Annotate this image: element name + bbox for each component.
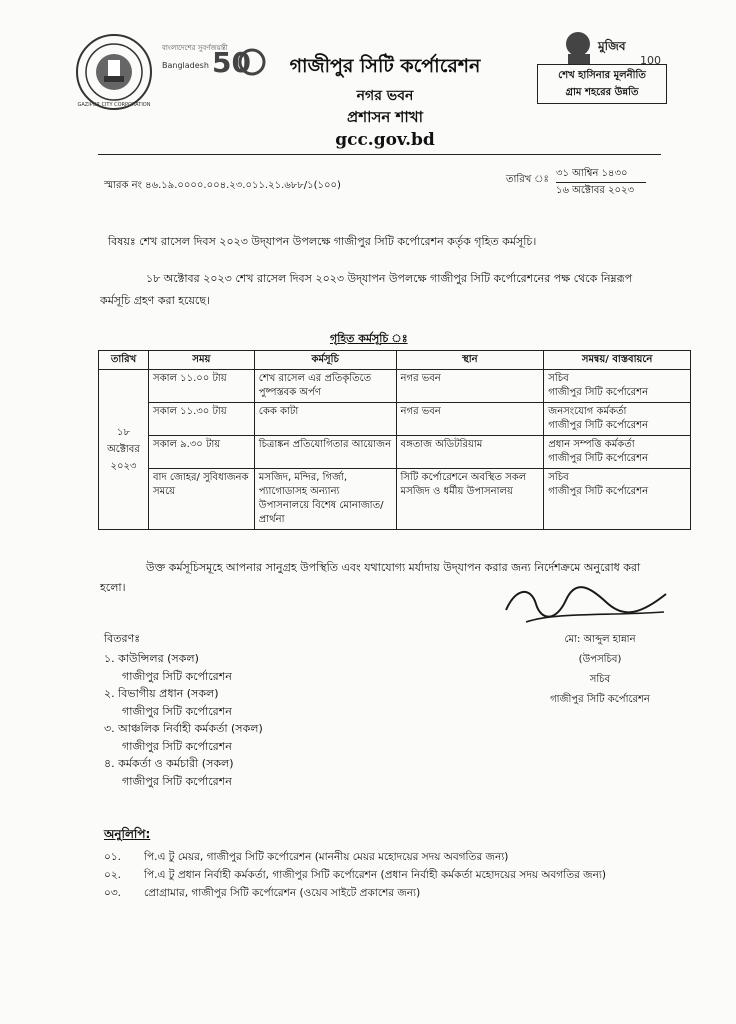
- table-row: [99, 436, 691, 469]
- date-cell: [99, 370, 149, 530]
- coordination-cell: [544, 436, 691, 469]
- header-time: সময়: [148, 351, 254, 370]
- place-cell: নগর ভবন: [396, 370, 544, 403]
- list-item: [104, 755, 263, 790]
- date-block: [556, 166, 646, 199]
- copy-number: ০২.: [104, 869, 121, 881]
- bd-logo-small-text: বাংলাদেশের সুবর্ণজয়ন্তী: [162, 44, 228, 52]
- signer-rank: (উপসচিব): [578, 654, 622, 665]
- schedule-table: [98, 350, 691, 530]
- signer-title: সচিব: [589, 674, 611, 685]
- subject-line: বিষয়ঃ শেখ রাসেল দিবস ২০২৩ উদ্‌যাপন উপলক্ষে গাজীপুর সিটি কর্পোরেশন কর্তৃক গৃহিত কর্মসূচি।: [108, 235, 537, 248]
- bangladesh-50-logo: [160, 36, 270, 106]
- motto-box: [537, 64, 667, 104]
- copy-number: ০১.: [104, 851, 121, 863]
- coordination-role: সচিব: [548, 373, 569, 384]
- list-item: [104, 685, 263, 720]
- program-cell: শেখ রাসেল এর প্রতিকৃতিতে পুষ্পস্তবক অর্পণ: [254, 370, 396, 403]
- handwritten-signature: [496, 582, 676, 630]
- coordination-org: গাজীপুর সিটি কর্পোরেশন: [548, 420, 649, 431]
- header-place: স্থান: [396, 351, 544, 370]
- copy-text: পি.এ টু মেয়র, গাজীপুর সিটি কর্পোরেশন (মাননীয় মেয়র মহোদয়ের সদয় অবগতির জন্য): [144, 851, 509, 863]
- list-item: [104, 866, 664, 884]
- distribution-recipient: ২. বিভাগীয় প্রধান (সকল): [104, 687, 219, 700]
- list-item: [104, 720, 263, 755]
- bd-logo-text: Bangladesh: [162, 61, 209, 70]
- table-row: [99, 370, 691, 403]
- gcc-logo: [74, 32, 154, 112]
- program-cell: কেক কাটা: [254, 403, 396, 436]
- gcc-logo-text: GAZIPUR CITY CORPORATION: [77, 102, 151, 108]
- time-cell: সকাল ১১.৩০ টায়: [148, 403, 254, 436]
- distribution-org: গাজীপুর সিটি কর্পোরেশন: [122, 704, 232, 718]
- program-cell: মসজিদ, মন্দির, গির্জা, প্যাগোডাসহ অন্যান্য উপাসনালয়ে বিশেষ মোনাজাত/ প্রার্থনা: [254, 469, 396, 530]
- place-cell: সিটি কর্পোরেশনে অবস্থিত সকল মসজিদ ও ধর্মীয় উপাসনালয়: [396, 469, 544, 530]
- header-coordination: সমন্বয়/ বাস্তবায়নে: [544, 351, 691, 370]
- building-name: নগর ভবন: [356, 88, 414, 104]
- coordination-role: সচিব: [548, 472, 569, 483]
- distribution-org: গাজীপুর সিটি কর্পোরেশন: [122, 669, 232, 683]
- coordination-cell: [544, 370, 691, 403]
- distribution-recipient: ৪. কর্মকর্তা ও কর্মচারী (সকল): [104, 757, 234, 770]
- program-cell: চিত্রাঙ্কন প্রতিযোগিতার আয়োজন: [254, 436, 396, 469]
- motto-line-1: শেখ হাসিনার মূলনীতি: [558, 70, 646, 81]
- coordination-org: গাজীপুর সিটি কর্পোরেশন: [548, 387, 649, 398]
- table-row: [99, 469, 691, 530]
- coordination-org: গাজীপুর সিটি কর্পোরেশন: [548, 453, 649, 464]
- distribution-title: বিতরণঃ: [104, 632, 141, 645]
- date-english: ১৬ অক্টোবর ২০২৩: [556, 185, 635, 196]
- date-bangla: ৩১ আশ্বিন ১৪৩০: [556, 166, 646, 183]
- memo-number: স্মারক নং ৪৬.১৯.০০০০.০০৪.২৩.০১১.২১.৬৮৮/১(১০০): [104, 180, 341, 191]
- header-divider: [98, 154, 661, 155]
- time-cell: সকাল ১১.০০ টায়: [148, 370, 254, 403]
- copies-title: অনুলিপি:: [104, 827, 151, 841]
- intro-paragraph: ১৮ অক্টোবর ২০২৩ শেখ রাসেল দিবস ২০২৩ উদ্‌যাপন উপলক্ষে গাজীপুর সিটি কর্পোরেশনের পক্ষ থেকে নিম্নরূপ কর্মসূচি গ্রহণ করা হয়েছে।: [100, 272, 633, 307]
- mujib-logo-number: 100: [640, 54, 661, 67]
- coordination-role: প্রধান সম্পত্তি কর্মকর্তা: [548, 439, 635, 450]
- mujib-logo-text: মুজিব: [598, 39, 626, 53]
- time-cell: বাদ জোহর/ সুবিধাজনক সময়ে: [148, 469, 254, 530]
- distribution-recipient: ৩. আঞ্চলিক নির্বাহী কর্মকর্তা (সকল): [104, 722, 263, 735]
- place-cell: বঙ্গতাজ অডিটরিয়াম: [396, 436, 544, 469]
- branch-name: প্রশাসন শাখা: [347, 108, 423, 126]
- distribution-recipient: ১. কাউন্সিলর (সকল): [104, 652, 199, 665]
- time-cell: সকাল ৯.৩০ টায়: [148, 436, 254, 469]
- list-item: [104, 884, 664, 902]
- signer-block: [540, 630, 660, 710]
- date-cell-day: ১৮: [116, 427, 130, 438]
- signer-org: গাজীপুর সিটি কর্পোরেশন: [550, 694, 650, 705]
- date-cell-month: অক্টোবর: [107, 444, 140, 455]
- coordination-cell: [544, 469, 691, 530]
- motto-line-2: গ্রাম শহরের উন্নতি: [565, 87, 639, 98]
- copy-text: পি.এ টু প্রধান নির্বাহী কর্মকর্তা, গাজীপুর সিটি কর্পোরেশন (প্রধান নির্বাহী কর্মকর্তা মহোদয়ের সদয় অবগতির জন্য): [144, 869, 606, 881]
- signer-name: মো: আব্দুল হান্নান: [564, 634, 636, 645]
- copy-number: ০৩.: [104, 887, 121, 899]
- distribution-org: গাজীপুর সিটি কর্পোরেশন: [122, 774, 232, 788]
- org-name: গাজীপুর সিটি কর্পোরেশন: [289, 55, 481, 77]
- bd-logo-number: 50: [212, 46, 251, 79]
- table-row: [99, 403, 691, 436]
- table-header-row: [99, 351, 691, 370]
- copy-text: প্রোগ্রামার, গাজীপুর সিটি কর্পোরেশন (ওয়েব সাইটে প্রকাশের জন্য): [144, 887, 421, 899]
- coordination-role: জনসংযোগ কর্মকর্তা: [548, 406, 627, 417]
- website: gcc.gov.bd: [335, 130, 435, 150]
- copies-list: [104, 848, 664, 902]
- header-program: কর্মসূচি: [254, 351, 396, 370]
- header-date: তারিখ: [99, 351, 149, 370]
- distribution-list: [104, 650, 263, 790]
- date-cell-year: ২০২৩: [110, 461, 137, 472]
- coordination-cell: [544, 403, 691, 436]
- table-title: গৃহিত কর্মসূচি ঃ: [330, 332, 408, 345]
- list-item: [104, 848, 664, 866]
- place-cell: নগর ভবন: [396, 403, 544, 436]
- coordination-org: গাজীপুর সিটি কর্পোরেশন: [548, 486, 649, 497]
- list-item: [104, 650, 263, 685]
- closing-paragraph: উক্ত কর্মসূচিসমূহে আপনার সানুগ্রহ উপস্থিতি এবং যথাযোগ্য মর্যাদায় উদ্‌যাপন করার জন্য নির্দেশক্রমে অনুরোধ করা হলো।: [100, 561, 641, 594]
- date-label: তারিখ ঃ: [506, 174, 549, 185]
- distribution-org: গাজীপুর সিটি কর্পোরেশন: [122, 739, 232, 753]
